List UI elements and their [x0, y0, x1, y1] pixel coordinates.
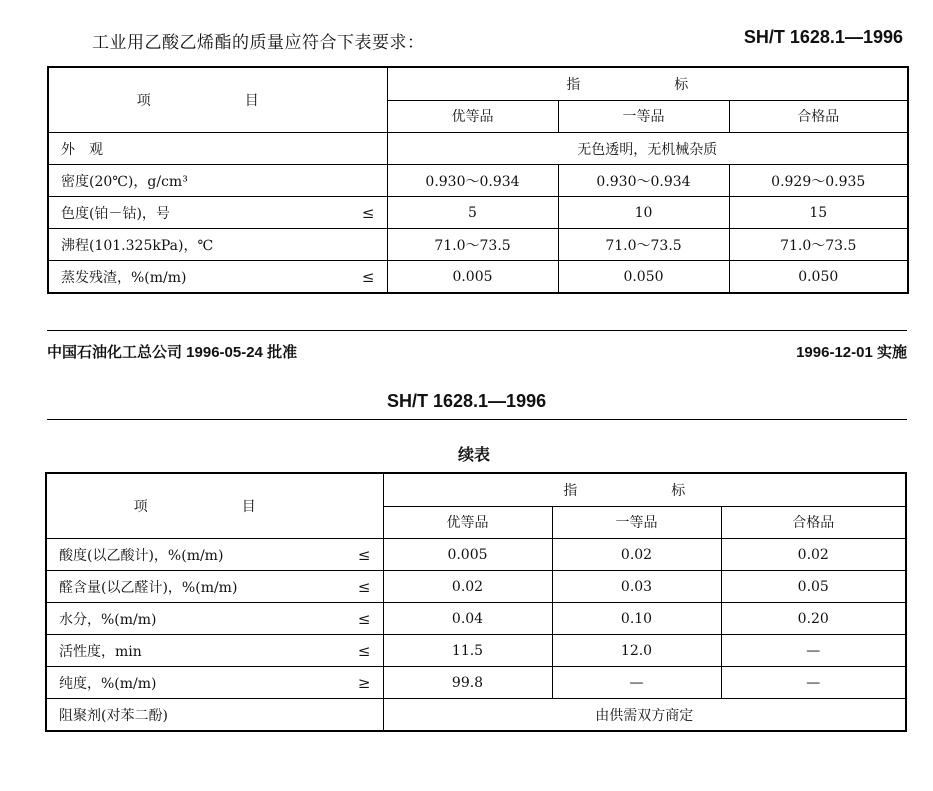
row-value: —: [721, 667, 906, 699]
row-value: 15: [729, 197, 908, 229]
row-value: 0.03: [552, 571, 721, 603]
row-value: 0.930～0.934: [387, 165, 558, 197]
row-value: 0.930～0.934: [558, 165, 729, 197]
row-value: 71.0～73.5: [387, 229, 558, 261]
comparison-symbol: ≤: [357, 641, 371, 660]
row-label: 蒸发残渣，%(m/m) ≤: [48, 261, 387, 294]
header-item: 项 目: [48, 67, 387, 133]
row-value: 71.0～73.5: [729, 229, 908, 261]
row-value: 由供需双方商定: [383, 699, 906, 732]
row-value: 0.929～0.935: [729, 165, 908, 197]
grade-premium: 优等品: [383, 506, 552, 539]
grade-qualified: 合格品: [721, 506, 906, 539]
row-label: 外 观: [48, 133, 387, 165]
effective-date-text: 1996-12-01 实施: [796, 344, 907, 361]
row-value: 0.02: [721, 539, 906, 571]
grade-first: 一等品: [552, 506, 721, 539]
row-value: 71.0～73.5: [558, 229, 729, 261]
row-label: 沸程(101.325kPa)，℃: [48, 229, 387, 261]
table-row: [46, 571, 906, 603]
row-label: 酸度(以乙酸计)，%(m/m) ≤: [46, 539, 383, 571]
comparison-symbol: ≤: [357, 545, 371, 564]
table-row: [48, 133, 908, 165]
row-value: —: [552, 667, 721, 699]
header-item: 项 目: [46, 473, 383, 539]
row-label: 活性度，min ≤: [46, 635, 383, 667]
grade-premium: 优等品: [387, 100, 558, 133]
approval-text: 中国石油化工总公司 1996-05-24 批准: [47, 344, 298, 361]
row-value: 12.0: [552, 635, 721, 667]
table-row: [46, 539, 906, 571]
header-index: 指 标: [387, 67, 908, 100]
row-value: 0.005: [387, 261, 558, 294]
intro-text: 工业用乙酸乙烯酯的质量应符合下表要求：: [92, 33, 425, 53]
quality-table-1: [47, 66, 909, 294]
comparison-symbol: ≤: [361, 203, 375, 222]
row-value: 11.5: [383, 635, 552, 667]
row-value: 0.02: [552, 539, 721, 571]
row-label: 阻聚剂(对苯二酚): [46, 699, 383, 732]
row-value: 0.050: [729, 261, 908, 294]
row-label: 纯度，%(m/m) ≥: [46, 667, 383, 699]
row-value: 99.8: [383, 667, 552, 699]
table-row: [46, 667, 906, 699]
comparison-symbol: ≥: [357, 673, 371, 692]
row-value: 0.050: [558, 261, 729, 294]
row-value: 0.20: [721, 603, 906, 635]
row-value: 0.10: [552, 603, 721, 635]
header-rule: [47, 419, 907, 420]
row-value: 无色透明，无机械杂质: [387, 133, 908, 165]
row-value: 5: [387, 197, 558, 229]
table-row: [46, 635, 906, 667]
table-row: [46, 603, 906, 635]
table-row: [48, 197, 908, 229]
table-row: [48, 261, 908, 294]
row-label: 密度(20℃)，g/cm³: [48, 165, 387, 197]
row-value: 0.005: [383, 539, 552, 571]
quality-table-2: [45, 472, 907, 732]
header-index: 指 标: [383, 473, 906, 506]
row-label: 水分，%(m/m) ≤: [46, 603, 383, 635]
row-label: 色度(铂－钴)，号 ≤: [48, 197, 387, 229]
grade-first: 一等品: [558, 100, 729, 133]
row-value: 10: [558, 197, 729, 229]
table-row: [48, 165, 908, 197]
grade-qualified: 合格品: [729, 100, 908, 133]
footer-rule: [47, 330, 907, 331]
table-row: [48, 229, 908, 261]
table-row: [46, 699, 906, 732]
comparison-symbol: ≤: [357, 609, 371, 628]
row-value: —: [721, 635, 906, 667]
comparison-symbol: ≤: [357, 577, 371, 596]
row-value: 0.04: [383, 603, 552, 635]
continued-title: 续表: [458, 445, 491, 464]
comparison-symbol: ≤: [361, 267, 375, 286]
standard-number: SH/T 1628.1—1996: [743, 27, 903, 47]
row-value: 0.05: [721, 571, 906, 603]
standard-number-page2: SH/T 1628.1—1996: [387, 391, 547, 411]
row-value: 0.02: [383, 571, 552, 603]
row-label: 醛含量(以乙醛计)，%(m/m) ≤: [46, 571, 383, 603]
